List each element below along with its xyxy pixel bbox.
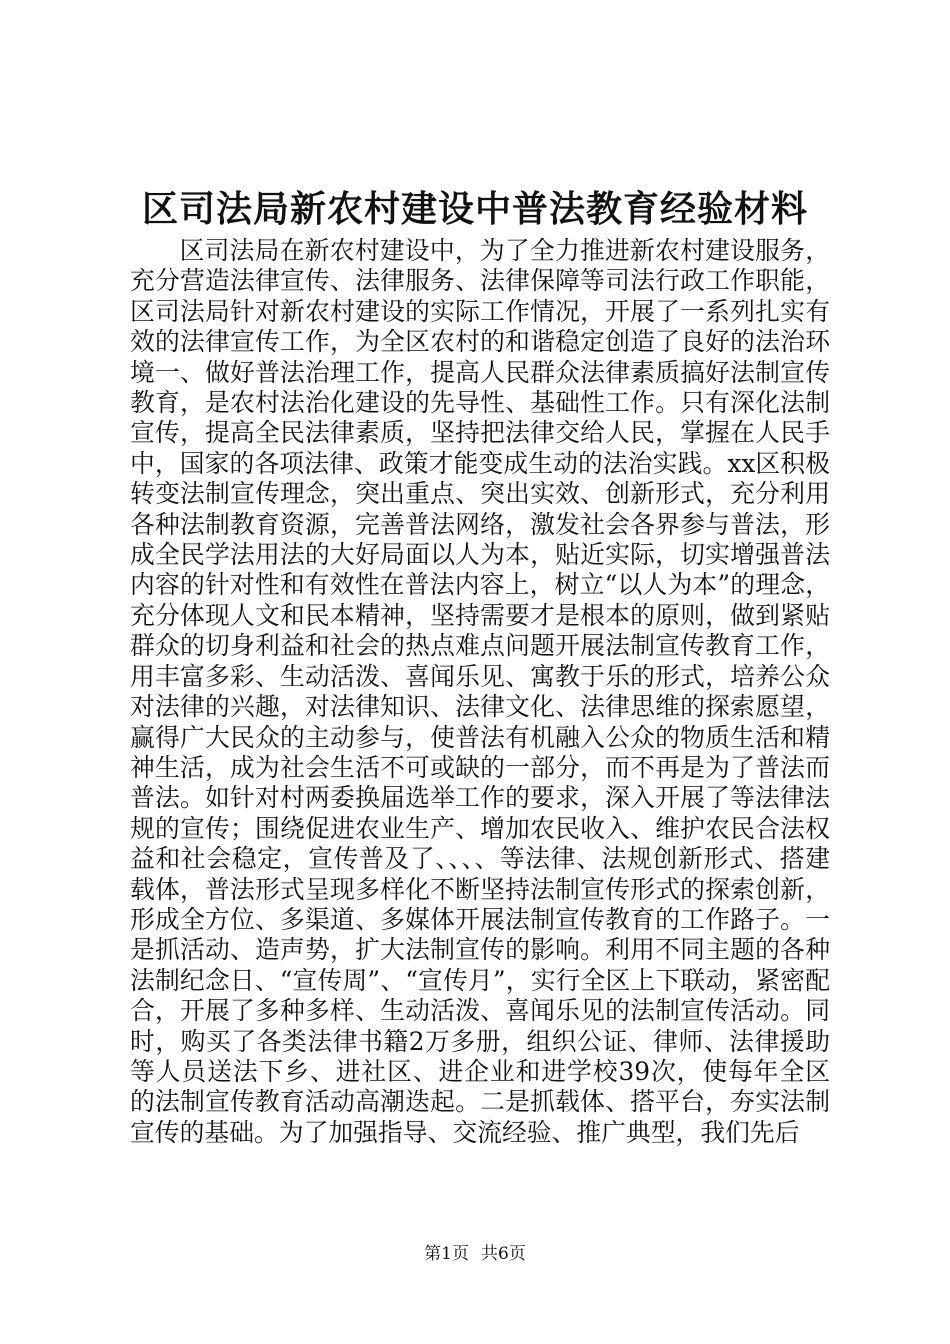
document-body-paragraph: 区司法局在新农村建设中，为了全力推进新农村建设服务，充分营造法律宣传、法律服务、法律保障等司法行政工作职能，区司法局针对新农村建设的实际工作情况，开展了一系列扎实有效的法律宣传工作，为全区农村的和谐稳定创造了良好的法治环境一、做好普法治理工作，提高人民群众法律素质搞好法制宣传教育，是农村法治化建设的先导性、基础性工作。只有深化法制宣传，提高全民法律素质，坚持把法律交给人民，掌握在人民手中，国家的各项法律、政策才能变成生动的法治实践。xx区积极转变法制宣传理念，突出重点、突出实效、创新形式，充分利用各种法制教育资源，完善普法网络，激发社会各界参与普法，形成全民学法用法的大好局面以人为本，贴近实际，切实增强普法内容的针对性和有效性在普法内容上，树立“以人为本”的理念，充分体现人文和民本精神，坚持需要才是根本的原则，做到紧贴群众的切身利益和社会的热点难点问题开展法制宣传教育工作，用丰富多彩、生动活泼、喜闻乐见、寓教于乐的形式，培养公众对法律的兴趣，对法律知识、法律文化、法律思维的探索愿望，赢得广大民众的主动参与，使普法有机融入公众的物质生活和精神生活，成为社会生活不可或缺的一部分，而不再是为了普法而普法。如针对村两委换届选举工作的要求，深入开展了等法律法规的宣传；围绕促进农业生产、增加农民收入、维护农民合法权益和社会稳定，宣传普及了、、、、等法律、法规创新形式、搭建载体，普法形式呈现多样化不断坚持法制宣传形式的探索创新，形成全方位、多渠道、多媒体开展法制宣传教育的工作路子。一是抓活动、造声势，扩大法制宣传的影响。利用不同主题的各种法制纪念日、“宣传周”、“宣传月”，实行全区上下联动，紧密配合，开展了多种多样、生动活泼、喜闻乐见的法制宣传活动。同时，购买了各类法律书籍2万多册，组织公证、律师、法律援助等人员送法下乡、进社区、进企业和进学校39次，使每年全区的法制宣传教育活动高潮迭起。二是抓载体、搭平台，夯实法制宣传的基础。为了加强指导、交流经验、推广典型，我们先后	[130, 236, 830, 1147]
document-title: 区司法局新农村建设中普法教育经验材料	[141, 188, 808, 230]
page-number: 第1页	[424, 1244, 469, 1264]
page-footer	[0, 1242, 950, 1266]
page-total: 共6页	[481, 1244, 526, 1264]
